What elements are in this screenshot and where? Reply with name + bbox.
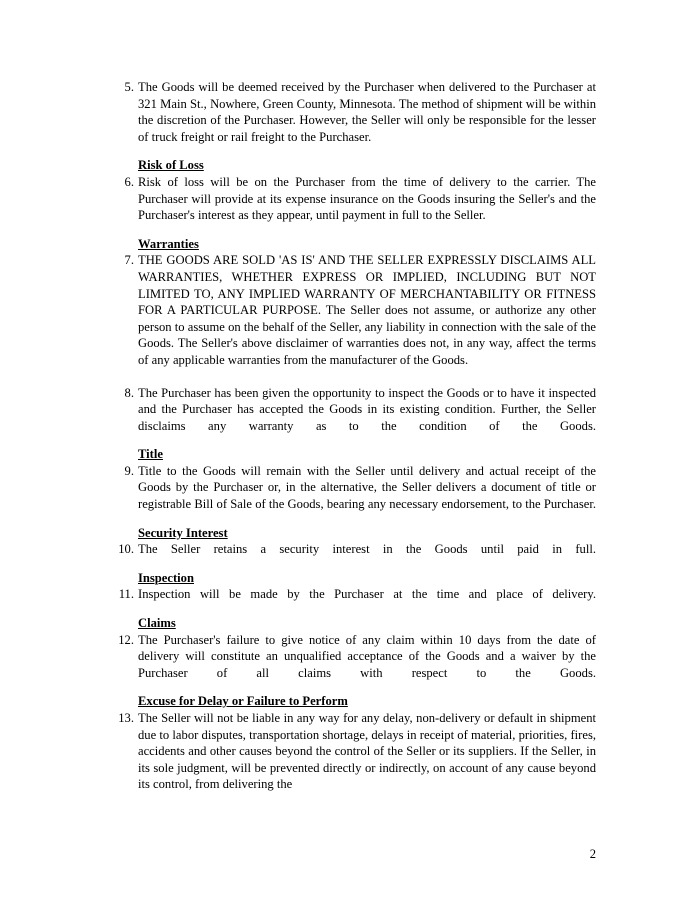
section-heading: Inspection — [138, 570, 194, 585]
vertical-spacer — [110, 145, 596, 157]
clause-number: 10. — [118, 542, 134, 557]
clause-text: THE GOODS ARE SOLD 'AS IS' AND THE SELLER EXPRESSLY DISCLAIMS ALL WARRANTIES, WHETHER EXPRESS OR IMPLIED, INCLUDING BUT NOT LIMITED TO, ANY IMPLIED WARRANTY OF MERCHANTABILITY OR FITNESS FOR A PARTICULAR PURPOSE. The Seller does not assume, or authorize any other person to assume on the behalf of the Seller, any liability in connection with the sale of the Goods. The Seller's above disclaimer of warranties does not, in any way, affect the terms of any applicable warranties from the manufacturer of the Goods. — [138, 253, 596, 367]
section-heading: Excuse for Delay or Failure to Perform — [138, 694, 348, 709]
clause-number: 12. — [118, 632, 134, 647]
clause-item — [110, 79, 596, 145]
clause-item — [110, 463, 596, 513]
clause-number: 9. — [124, 463, 134, 478]
section-heading: Claims — [138, 616, 176, 631]
section-heading: Title — [138, 447, 163, 462]
clause-text: The Purchaser has been given the opportunity to inspect the Goods or to have it inspected and the Purchaser has accepted the Goods in its existing condition. Further, the Seller disclaims any warranty as to the condition of the Goods. — [138, 385, 596, 433]
clause-number: 7. — [124, 253, 134, 268]
clause-item — [110, 252, 596, 368]
clause-text: Title to the Goods will remain with the Seller until delivery and actual receipt of the Goods by the Purchaser or, in the alternative, the Seller delivers a document of title or registrable Bill of Sale of the Goods, bearing any necessary endorsement, to the Purchaser. — [138, 463, 596, 512]
vertical-spacer — [110, 513, 596, 525]
clause-number: 8. — [124, 385, 134, 400]
vertical-spacer — [110, 558, 596, 570]
clause-text: The Goods will be deemed received by the Purchaser when delivered to the Purchaser at 321 Main St., Nowhere, Green County, Minnesota. The method of shipment will be within the discretion of the Purchaser. However, the Seller will only be responsible for the lesser of truck freight or rail freight to the Purchaser. — [138, 80, 596, 144]
clause-text: The Seller will not be liable in any way for any delay, non-delivery or default in shipment due to labor disputes, transportation shortage, delays in receipt of material, priorities, fires, accidents and other causes beyond the control of the Seller or its suppliers. If the Seller, in its sole judgment, will be prevented directly or indirectly, on account of any cause beyond its control, from delivering the — [138, 711, 596, 792]
document-body — [110, 79, 596, 793]
clause-number: 13. — [118, 711, 134, 725]
section-heading: Security Interest — [138, 525, 228, 540]
clause-item — [110, 586, 596, 603]
vertical-spacer — [110, 224, 596, 236]
section-heading: Warranties — [138, 236, 199, 251]
clause-text: Risk of loss will be on the Purchaser from the time of delivery to the carrier. The Purchaser will provide at its expense insurance on the Goods insuring the Seller's and the Purchaser's interest as they appear, until payment in full to the Seller. — [138, 174, 596, 223]
clause-number: 5. — [124, 80, 134, 94]
vertical-spacer — [110, 434, 596, 446]
section-heading: Risk of Loss — [138, 158, 204, 173]
clause-text: The Purchaser's failure to give notice of any claim within 10 days from the date of delivery will constitute an unqualified acceptance of the Goods and a waiver by the Purchaser of all claims with respect to the Goods. — [138, 632, 596, 680]
clause-item — [110, 710, 596, 793]
vertical-spacer — [110, 681, 596, 693]
clause-number: 11. — [118, 587, 134, 602]
clause-number: 6. — [124, 174, 134, 189]
vertical-spacer — [110, 603, 596, 615]
clause-item — [110, 174, 596, 224]
clause-item — [110, 541, 596, 558]
vertical-spacer — [110, 369, 596, 385]
clause-text: The Seller retains a security interest in the Goods until paid in full. — [138, 542, 596, 557]
clause-text: Inspection will be made by the Purchaser at the time and place of delivery. — [138, 587, 596, 602]
clause-item — [110, 385, 596, 435]
clause-item — [110, 632, 596, 682]
page-number: 2 — [589, 847, 596, 861]
